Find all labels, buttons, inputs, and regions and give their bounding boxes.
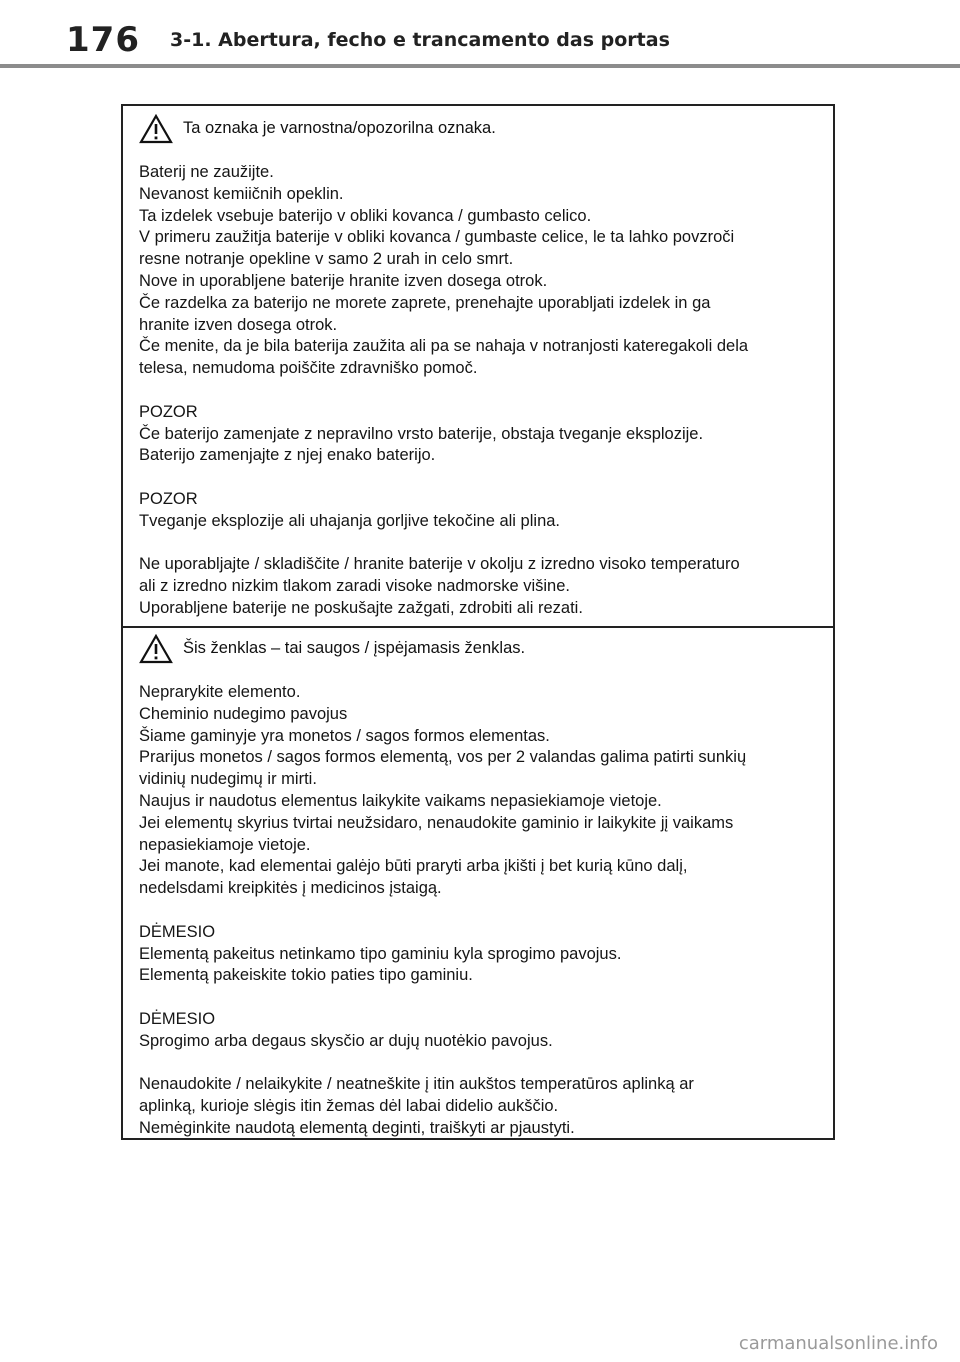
text-line: V primeru zaužitja baterije v obliki kovanca / gumbaste celice, le ta lahko povzroči (139, 228, 735, 247)
warning-label-box (121, 104, 835, 1140)
text-line: Nove in uporabljene baterije hranite izven dosega otrok. (139, 271, 548, 290)
text-line: Uporabljene baterije ne poskušajte zažgati, zdrobiti ali rezati. (139, 598, 583, 617)
blank-line (139, 533, 829, 555)
text-line: Baterij ne zaužijte. (139, 163, 274, 181)
text-line: Baterijo zamenjajte z njej enako baterijo. (139, 446, 436, 465)
text-line: Jei elementų skyrius tvirtai neužsidaro, nenaudokite gaminio ir laikykite jį vaikams (139, 813, 734, 832)
blank-line (139, 1053, 829, 1075)
text-line: aplinką, kurioje slėgis itin žemas dėl labai didelio aukščio. (139, 1097, 559, 1116)
watermark: carmanualsonline.info (738, 1333, 938, 1354)
blank-line (139, 900, 829, 922)
text-line: telesa, nemudoma poiščite zdravniško pomoč. (139, 359, 478, 378)
text-line: Nemėginkite naudotą elementą deginti, traiškyti ar pjaustyti. (139, 1118, 575, 1137)
text-line: Če razdelka za baterijo ne morete zaprete, prenehajte uporabljati izdelek in ga (139, 293, 711, 312)
text-line: Ta izdelek vsebuje baterijo v obliki kovanca / gumbasto celico. (139, 206, 592, 225)
page-number: 176 (66, 20, 140, 60)
section-title: 3-1. Abertura, fecho e trancamento das portas (170, 29, 670, 51)
blank-line (139, 380, 829, 402)
text-line: Ne uporabljajte / skladiščite / hranite baterije v okolju z izredno visoko temperaturo (139, 555, 740, 574)
text-line: vidinių nudegimų ir mirti. (139, 770, 317, 789)
text-line: Jei manote, kad elementai galėjo būti praryti arba įkišti į bet kurią kūno dalį, (139, 857, 688, 876)
warning-triangle-icon (139, 114, 173, 144)
text-line: ali z izredno nizkim tlakom zaradi visoke nadmorske višine. (139, 577, 570, 596)
text-line: Neprarykite elemento. (139, 683, 301, 701)
text-line: Naujus ir naudotus elementus laikykite vaikams nepasiekiamoje vietoje. (139, 791, 662, 810)
text-line: Tveganje eksplozije ali uhajanja gorljive tekočine ali plina. (139, 511, 560, 530)
text-line: POZOR (139, 489, 198, 508)
text-line: resne notranje opekline v samo 2 urah in celo smrt. (139, 250, 514, 269)
warning-body-text (139, 162, 829, 620)
warning-triangle-icon (139, 634, 173, 664)
text-line: nedelsdami kreipkitės į medicinos įstaigą. (139, 879, 442, 898)
page-header (0, 0, 960, 70)
text-line: POZOR (139, 402, 198, 421)
blank-line (139, 467, 829, 489)
warning-body-text (139, 682, 829, 1140)
warning-panel-slovenian (123, 106, 833, 626)
text-line: hranite izven dosega otrok. (139, 315, 338, 334)
text-line: Nenaudokite / nelaikykite / neatneškite į itin aukštos temperatūros aplinką ar (139, 1075, 694, 1094)
warning-panel-lithuanian (123, 628, 833, 1138)
warning-heading-text: Ta oznaka je varnostna/opozorilna oznaka. (183, 119, 496, 137)
text-line: Sprogimo arba degaus skysčio ar dujų nuotėkio pavojus. (139, 1031, 553, 1050)
text-line: Prarijus monetos / sagos formos elementą, vos per 2 valandas galima patirti sunkių (139, 748, 747, 767)
text-line: Cheminio nudegimo pavojus (139, 704, 348, 723)
blank-line (139, 987, 829, 1009)
text-line: Elementą pakeitus netinkamo tipo gaminiu kyla sprogimo pavojus. (139, 944, 622, 963)
text-line: Če baterijo zamenjate z nepravilno vrsto baterije, obstaja tveganje eksplozije. (139, 424, 704, 443)
text-line: DĖMESIO (139, 922, 216, 941)
warning-heading-text: Šis ženklas – tai saugos / įspėjamasis ženklas. (183, 639, 526, 657)
text-line: Šiame gaminyje yra monetos / sagos formos elementas. (139, 726, 550, 745)
text-line: Elementą pakeiskite tokio paties tipo gaminiu. (139, 966, 473, 985)
text-line: Nevanost kemiičnih opeklin. (139, 184, 344, 203)
text-line: nepasiekiamoje vietoje. (139, 835, 311, 854)
text-line: Če menite, da je bila baterija zaužita ali pa se nahaja v notranjosti kateregakoli dela (139, 337, 749, 356)
text-line: DĖMESIO (139, 1009, 216, 1028)
header-rule (0, 64, 960, 68)
